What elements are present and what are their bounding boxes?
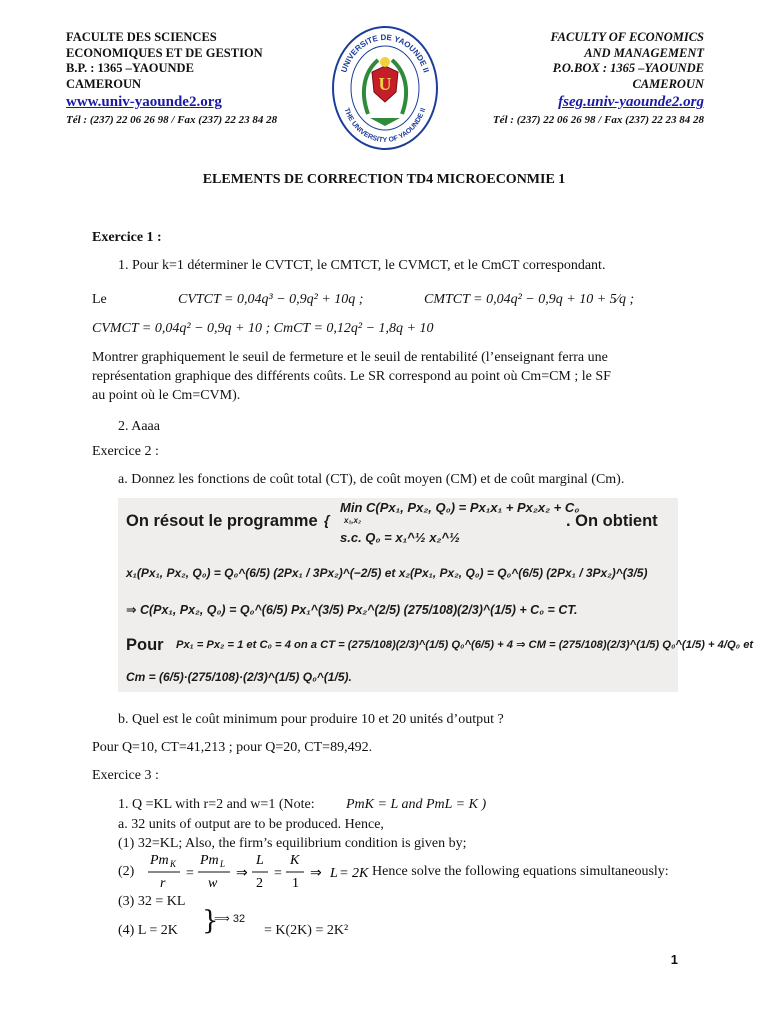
svg-text:Pm: Pm — [150, 853, 169, 868]
svg-text:L: L — [330, 866, 338, 881]
svg-text:L: L — [256, 853, 264, 868]
le-label: Le — [92, 292, 107, 307]
scan-line-3: x₁(Px₁, Px₂, Q₀) = Q₀^(6/5) (2Px₁ / 3Px₂)^(−2/5) et x₂(Px₁, Px₂, Q₀) = Q₀^(6/5) (2Px₁ / 3Px₂)^(3/5) — [126, 566, 648, 580]
svg-text:K: K — [290, 853, 300, 868]
equation-cvtct: CVTCT = 0,04q³ − 0,9q² + 10q ; — [178, 292, 364, 307]
step-4: (4) L = 2K — [118, 923, 178, 938]
svg-text:K: K — [170, 859, 177, 869]
scanned-solution-image — [118, 498, 754, 692]
exercise-2-item-a: a. Donnez les fonctions de coût total (CT), de coût moyen (CM) et de coût marginal (Cm). — [118, 472, 625, 487]
step-4-brace: } — [202, 906, 219, 936]
exercise-3-item-a: a. 32 units of output are to be produced. Hence, — [118, 817, 384, 832]
scan-line-1-suffix: . On obtient — [566, 512, 658, 530]
country-en: CAMEROUN — [632, 76, 704, 91]
country-fr: CAMEROUN — [66, 76, 141, 91]
phone-fax-left: Tél : (237) 22 06 26 98 / Fax (237) 22 23 84 28 — [66, 114, 278, 126]
document-title: ELEMENTS DE CORRECTION TD4 MICROECONMIE 1 — [202, 172, 566, 187]
faculty-name-fr-line1: FACULTE DES SCIENCES — [66, 30, 217, 44]
step-1: (1) 32=KL; Also, the firm’s equilibrium condition is given by; — [118, 836, 467, 851]
exercise-1-heading: Exercice 1 : — [92, 230, 162, 245]
header-right-block — [493, 30, 704, 129]
faculty-name-en-line2: AND MANAGEMENT — [584, 45, 704, 60]
svg-text:=: = — [274, 866, 282, 881]
exercise-2-item-b: b. Quel est le coût minimum pour produire 10 et 20 unités d’output ? — [118, 712, 504, 727]
exercise-3-note-equation: PmK = L and PmL = K ) — [346, 797, 487, 812]
seal-bottom-text: THE UNIVERSITY OF YAOUNDE II — [342, 107, 428, 144]
step-4-arrow: ⟹ 32 — [214, 913, 246, 925]
faculty-name-en-line1: FACULTY OF ECONOMICS — [550, 30, 704, 44]
svg-text:⇒: ⇒ — [310, 866, 322, 881]
header-left-block — [66, 30, 277, 129]
seal-icon — [330, 22, 440, 152]
phone-fax-right: Tél : (237) 22 06 26 98 / Fax (237) 22 23 84 28 — [492, 114, 704, 126]
step-4-result: = K(2K) = 2K² — [264, 923, 349, 938]
scan-line-1-prefix: On résout le programme — [126, 512, 318, 530]
paragraph-line-1: Montrer graphiquement le seuil de fermeture et le seuil de rentabilité (l’enseignant ferra une — [92, 350, 608, 365]
exercise-3-heading: Exercice 3 : — [92, 768, 159, 783]
scan-line-5-prefix: Pour — [126, 636, 164, 654]
svg-text:Pm: Pm — [200, 853, 219, 868]
svg-text:2: 2 — [256, 876, 263, 891]
exercise-1-item-2: 2. Aaaa — [118, 419, 160, 434]
svg-text:⇒: ⇒ — [236, 866, 248, 881]
step-2-instruction: Hence solve the following equations simultaneously: — [372, 864, 669, 879]
scan-brace: { — [324, 512, 330, 528]
address-en: P.O.BOX : 1365 –YAOUNDE — [552, 61, 704, 75]
exercise-3-item-1: 1. Q =KL with r=2 and w=1 (Note: — [118, 797, 315, 812]
paragraph-line-2: représentation graphique des différents coûts. Le SR correspond au point où Cm=CM ; le SF — [92, 369, 611, 384]
address-fr: B.P. : 1365 –YAOUNDE — [66, 61, 194, 75]
svg-text:r: r — [160, 876, 166, 891]
svg-text:=: = — [340, 866, 348, 881]
equation-cvmct-cmct: CVMCT = 0,04q² − 0,9q + 10 ; CmCT = 0,12q² − 1,8q + 10 — [92, 321, 434, 336]
svg-text:U: U — [378, 74, 392, 94]
scan-line-6: Cm = (6/5)·(275/108)·(2/3)^(1/5) Q₀^(1/5). — [126, 670, 352, 684]
svg-text:1: 1 — [292, 876, 299, 891]
exercise-2-answer: Pour Q=10, CT=41,213 ; pour Q=20, CT=89,492. — [92, 740, 373, 755]
scan-line-4: ⇒ C(Px₁, Px₂, Q₀) = Q₀^(6/5) Px₁^(3/5) Px₂^(2/5) (275/108)(2/3)^(1/5) + C₀ = CT. — [126, 603, 578, 617]
university-seal-logo — [330, 22, 440, 152]
scan-line-5: Px₁ = Px₂ = 1 et C₀ = 4 on a CT = (275/108)(2/3)^(1/5) Q₀^(6/5) + 4 ⇒ CM = (275/108)(2/3)^(1/5) Q₀^(1/5) + 4/Q₀ et — [176, 639, 754, 651]
page-number: 1 — [670, 952, 678, 967]
website-link-left[interactable]: www.univ-yaounde2.org — [66, 94, 222, 110]
svg-text:2K: 2K — [352, 866, 369, 881]
step-2-fraction-equation — [146, 850, 369, 897]
website-link-right[interactable]: fseg.univ-yaounde2.org — [558, 94, 704, 110]
step-2-label: (2) — [118, 864, 135, 879]
exercise-2-heading: Exercice 2 : — [92, 444, 159, 459]
equation-cmtct: CMTCT = 0,04q² − 0,9q + 10 + 5⁄q ; — [424, 292, 635, 307]
step-3: (3) 32 = KL — [118, 894, 186, 909]
scan-line-1-sub: x₁,x₂ — [344, 516, 361, 525]
exercise-1-item-1: 1. Pour k=1 déterminer le CVTCT, le CMTCT, le CVMCT, et le CmCT correspondant. — [118, 258, 606, 273]
svg-text:=: = — [186, 866, 194, 881]
faculty-name-fr-line2: ECONOMIQUES ET DE GESTION — [66, 45, 263, 60]
svg-text:L: L — [220, 859, 226, 869]
scan-line-1-min: Min C(Px₁, Px₂, Q₀) = Px₁x₁ + Px₂x₂ + C₀ — [340, 500, 580, 515]
svg-text:w: w — [208, 876, 218, 891]
paragraph-line-3: au point où le Cm=CVM). — [92, 388, 241, 403]
seal-top-text: UNIVERSITE DE YAOUNDE II — [339, 32, 431, 74]
scan-line-2: s.c. Q₀ = x₁^½ x₂^½ — [340, 530, 460, 545]
